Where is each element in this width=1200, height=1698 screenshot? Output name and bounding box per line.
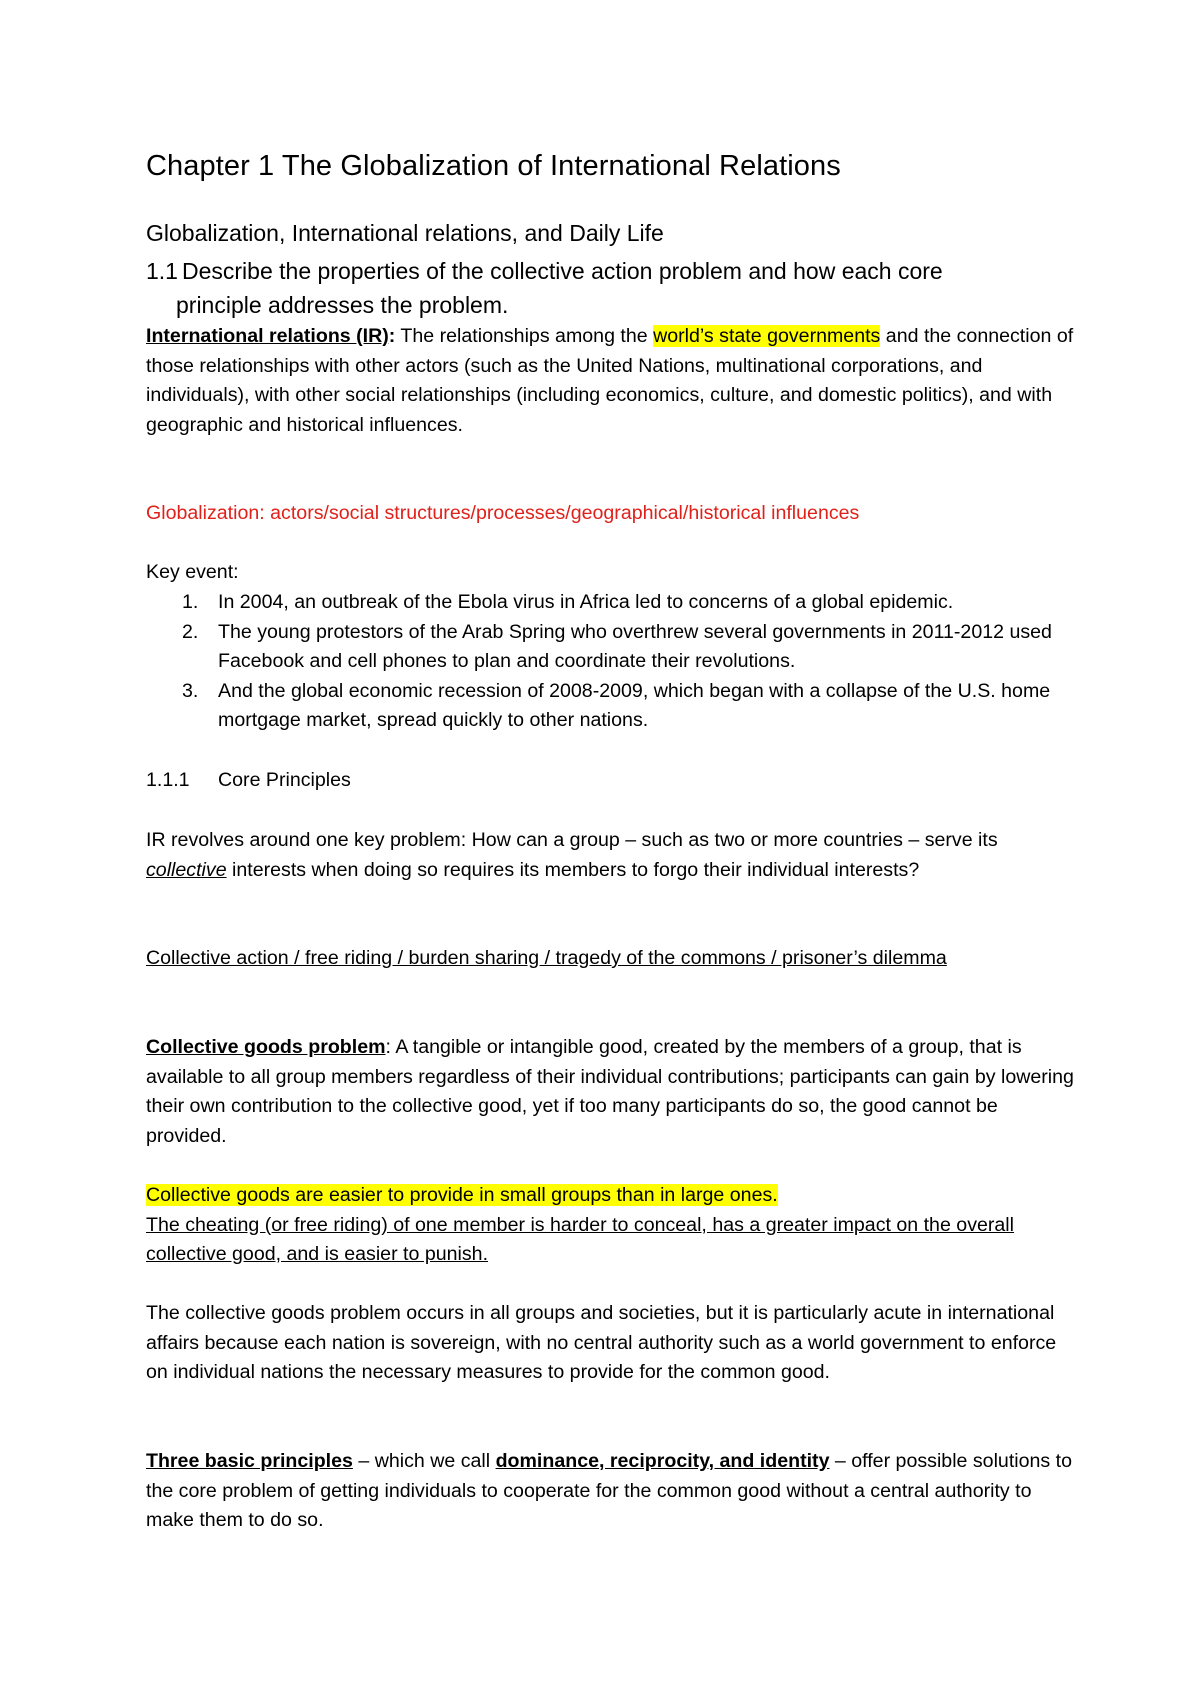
sovereign-paragraph: The collective goods problem occurs in all groups and societies, but it is particularly acute in international affairs because each nation is sovereign, with no central authority such as a world government to enforce on individual nations the necessary measures to provide for the common good.	[146, 1302, 1057, 1383]
list-text: The young protestors of the Arab Spring who overthrew several governments in 2011-2012 used Facebook and cell phones to plan and coordinate their revolutions.	[218, 620, 1052, 672]
list-item	[182, 618, 1082, 677]
ir-definition	[146, 322, 1076, 440]
objective-line-1: Describe the properties of the collective action problem and how each core	[182, 258, 943, 284]
ir-def-pre: The relationships among the	[395, 325, 654, 347]
list-item	[182, 677, 1082, 736]
objective-line-2: principle addresses the problem.	[176, 292, 509, 318]
ir-colon: :	[388, 325, 396, 347]
chapter-title: Chapter 1 The Globalization of International Relations	[146, 150, 841, 182]
ir-problem-pre: IR revolves around one key problem: How can a group – such as two or more countries – serve its	[146, 829, 998, 851]
learning-objective	[146, 254, 1046, 322]
small-groups-highlight: Collective goods are easier to provide in small groups than in large ones.	[146, 1184, 778, 1206]
list-number: 1.	[182, 591, 199, 613]
collective-italic: collective	[146, 858, 227, 881]
small-groups-paragraph	[146, 1181, 1076, 1270]
list-number: 3.	[182, 679, 199, 702]
subsection-heading	[146, 769, 351, 792]
cgp-term: Collective goods problem	[146, 1036, 386, 1058]
principles-paragraph	[146, 1447, 1076, 1536]
ir-problem-post: interests when doing so requires its members to forgo their individual interests?	[226, 858, 920, 881]
principles-post: – offer possible solutions to the core problem of getting individuals to cooperate for the common good without a central authority to make them to do so.	[146, 1450, 1072, 1531]
principles-term: Three basic principles	[146, 1450, 353, 1472]
section-title: Globalization, International relations, and Daily Life	[146, 220, 664, 246]
list-item	[182, 588, 1082, 618]
list-number: 2.	[182, 620, 199, 643]
subsection-number: 1.1.1	[146, 769, 190, 791]
list-text: And the global economic recession of 2008-2009, which began with a collapse of the U.S. home mortgage market, spread quickly to other nations.	[218, 679, 1051, 731]
objective-number: 1.1	[146, 258, 178, 284]
cgp-text: : A tangible or intangible good, created by the members of a group, that is available to all group members regardless of their individual contributions; participants can gain by lowering their own contribution to the collective good, yet if too many participants do so, the good cannot be provided.	[146, 1036, 1074, 1147]
collective-goods-definition	[146, 1033, 1076, 1151]
ir-def-post: and the connection of those relationships with other actors (such as the United Nations, multinational corporations, and individuals), with other social relationships (including economics, culture, and domestic politics), and with geographic and historical influences.	[146, 325, 1074, 436]
globalization-line: Globalization: actors/social structures/processes/geographical/historical influences	[146, 502, 860, 524]
small-groups-underline: The cheating (or free riding) of one member is harder to conceal, has a greater impact on the overall collective good, and is easier to punish.	[146, 1213, 1015, 1265]
list-text: In 2004, an outbreak of the Ebola virus in Africa led to concerns of a global epidemic.	[218, 591, 954, 613]
key-event-list	[182, 588, 1082, 736]
terms-line: Collective action / free riding / burden sharing / tragedy of the commons / prisoner’s dilemma	[146, 947, 947, 969]
principles-mid: – which we call	[352, 1450, 496, 1472]
principles-bold-term: dominance, reciprocity, and identity	[495, 1450, 830, 1472]
subsection-title: Core Principles	[218, 769, 351, 791]
key-event-label: Key event:	[146, 561, 239, 583]
ir-highlight: world’s state governments	[653, 325, 881, 347]
ir-problem-paragraph	[146, 826, 1076, 885]
ir-term: International relations (IR)	[146, 325, 389, 347]
